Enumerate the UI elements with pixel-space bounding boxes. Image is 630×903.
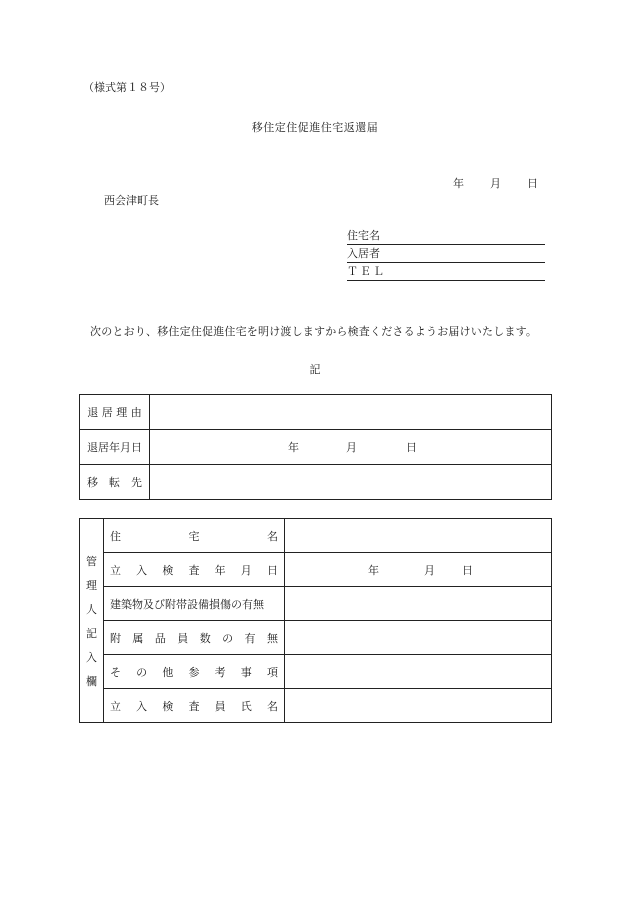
label-char: 宅 <box>188 529 200 543</box>
label-char: 入 <box>136 699 148 713</box>
label-char: そ <box>110 665 121 679</box>
table1-month-label: 月 <box>346 441 357 454</box>
label-char: 数 <box>199 631 211 645</box>
form-number: （様式第１８号） <box>83 81 171 94</box>
house-name-field[interactable] <box>347 228 545 245</box>
side-label-char: 人 <box>86 602 97 616</box>
table-row <box>80 689 552 723</box>
label-char: 項 <box>266 665 278 679</box>
move-out-date-input[interactable] <box>150 430 552 465</box>
other-notes-row-label <box>104 655 285 689</box>
side-label-char: 理 <box>86 578 97 592</box>
resident-label: 入居者 <box>347 247 380 260</box>
label-char: 住 <box>110 529 121 543</box>
label-char: 名 <box>266 699 278 713</box>
date-year-label: 年 <box>453 177 464 190</box>
table-row <box>80 519 552 553</box>
label-char: 査 <box>188 563 200 577</box>
table2-month-label: 月 <box>424 563 435 577</box>
move-out-table <box>79 394 552 500</box>
move-out-reason-label: 退 居 理 由 <box>80 395 150 430</box>
request-text: 次のとおり、移住定住促進住宅を明け渡しますから検査くださるようお届けいたします。 <box>90 325 538 338</box>
label-char: 立 <box>110 699 121 713</box>
label-char: 附 <box>110 631 121 645</box>
date-month-label: 月 <box>490 177 501 190</box>
addressee: 西会津町長 <box>104 194 159 207</box>
table-row <box>80 430 552 465</box>
label-char: 月 <box>240 563 252 577</box>
side-label-char: 管 <box>86 554 97 568</box>
label-char: 日 <box>266 563 278 577</box>
label-char: 属 <box>132 631 144 645</box>
page-title: 移住定住促進住宅返還届 <box>251 121 379 134</box>
label-char: 事 <box>240 665 252 679</box>
new-address-label: 移 転 先 <box>80 465 150 500</box>
resident-field[interactable] <box>347 246 545 263</box>
label-char: 査 <box>188 699 200 713</box>
label-char: 検 <box>162 563 174 577</box>
table-row <box>80 465 552 500</box>
label-char: 員 <box>214 699 226 713</box>
label-char: 名 <box>267 529 278 543</box>
house-name-label: 住宅名 <box>347 229 380 242</box>
move-out-date-label: 退居年月日 <box>80 430 150 465</box>
house-name-row-input[interactable] <box>285 519 552 553</box>
inspection-date-row-input[interactable] <box>285 553 552 587</box>
inspector-name-row-label <box>104 689 285 723</box>
date-day-label: 日 <box>527 177 538 190</box>
table1-year-label: 年 <box>288 441 299 454</box>
side-label-char: 欄 <box>86 674 97 688</box>
table-row <box>80 553 552 587</box>
side-label-char: 記 <box>86 626 97 640</box>
label-char: 立 <box>110 563 121 577</box>
table1-day-label: 日 <box>406 441 417 454</box>
label-char: 有 <box>244 631 256 645</box>
other-notes-row-input[interactable] <box>285 655 552 689</box>
side-label-char: 入 <box>86 650 97 664</box>
fixtures-row-input[interactable] <box>285 621 552 655</box>
house-name-row-label <box>104 519 285 553</box>
table-row <box>80 621 552 655</box>
label-char: 員 <box>177 631 189 645</box>
move-out-reason-input[interactable] <box>150 395 552 430</box>
manager-entry-side-label <box>80 519 104 723</box>
table2-day-label: 日 <box>462 563 473 577</box>
table-row <box>80 655 552 689</box>
table2-year-label: 年 <box>368 563 379 577</box>
label-char: 入 <box>136 563 148 577</box>
submission-date <box>453 175 538 191</box>
damage-row-label <box>104 587 285 621</box>
label-char: の <box>136 665 148 679</box>
tel-field[interactable] <box>347 264 545 281</box>
label-char: 参 <box>188 665 200 679</box>
damage-label-text: 建築物及び附帯設備損傷の有無 <box>110 597 264 611</box>
label-char: の <box>222 631 234 645</box>
table-row <box>80 395 552 430</box>
inspection-date-row-label <box>104 553 285 587</box>
label-char: 考 <box>214 665 226 679</box>
table-row <box>80 587 552 621</box>
fixtures-row-label <box>104 621 285 655</box>
label-char: 無 <box>266 631 278 645</box>
label-char: 品 <box>154 631 166 645</box>
label-char: 他 <box>162 665 174 679</box>
inspector-name-row-input[interactable] <box>285 689 552 723</box>
new-address-input[interactable] <box>150 465 552 500</box>
label-char: 検 <box>162 699 174 713</box>
tel-label: ＴＥＬ <box>347 265 386 278</box>
ki-label: 記 <box>309 363 321 376</box>
label-char: 氏 <box>240 699 252 713</box>
damage-row-input[interactable] <box>285 587 552 621</box>
label-char: 年 <box>214 563 226 577</box>
manager-entry-table <box>79 518 552 723</box>
